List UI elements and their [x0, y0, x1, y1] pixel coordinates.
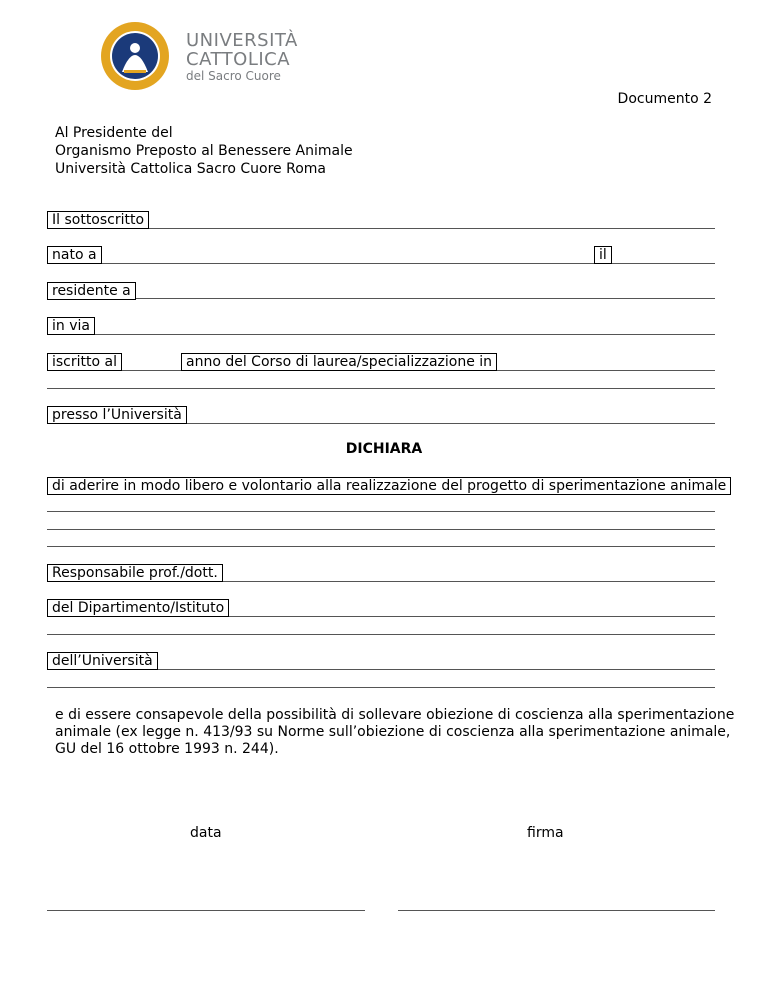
logo-name-line3: del Sacro Cuore: [186, 69, 281, 83]
label-presso-universita: presso l’Università: [47, 406, 187, 424]
label-anno-corso: anno del Corso di laurea/specializzazione in: [181, 353, 497, 371]
field-line-nato-a: [47, 263, 715, 264]
logo-name-line1: UNIVERSITÀ: [186, 30, 298, 51]
label-nato-a: nato a: [47, 246, 102, 264]
field-line-universita-continuation: [47, 687, 715, 688]
label-residente-a: residente a: [47, 282, 136, 300]
statement-line-3: GU del 16 ottobre 1993 n. 244).: [55, 741, 279, 757]
field-line-progetto-2: [47, 529, 715, 530]
recipient-line-3: Università Cattolica Sacro Cuore Roma: [55, 161, 327, 177]
label-sottoscritto: Il sottoscritto: [47, 211, 149, 229]
label-in-via: in via: [47, 317, 95, 335]
label-iscritto-al: iscritto al: [47, 353, 122, 371]
university-seal-icon: [98, 20, 172, 92]
field-line-dipartimento-continuation: [47, 634, 715, 635]
field-line-progetto-3: [47, 546, 715, 547]
label-aderire: di aderire in modo libero e volontario alla realizzazione del progetto di sperimentazione animale: [47, 477, 731, 495]
signature-line: [398, 910, 715, 911]
dichiara-heading: DICHIARA: [345, 441, 423, 457]
label-dipartimento: del Dipartimento/Istituto: [47, 599, 229, 617]
statement-line-2: animale (ex legge n. 413/93 su Norme sull’obiezione di coscienza alla sperimentazione animale,: [55, 724, 731, 740]
label-responsabile: Responsabile prof./dott.: [47, 564, 223, 582]
recipient-line-1: Al Presidente del: [55, 125, 173, 141]
label-universita: dell’Università: [47, 652, 158, 670]
date-label: data: [190, 825, 222, 841]
recipient-line-2: Organismo Preposto al Benessere Animale: [55, 143, 353, 159]
field-line-corso-continuation: [47, 388, 715, 389]
label-il: il: [594, 246, 612, 264]
field-line-in-via: [47, 334, 715, 335]
document-number: Documento 2: [617, 91, 712, 107]
field-line-progetto-1: [47, 511, 715, 512]
statement-line-1: e di essere consapevole della possibilità di sollevare obiezione di coscienza alla sperimentazione: [55, 707, 735, 723]
date-line: [47, 910, 365, 911]
logo-name-line2: CATTOLICA: [186, 49, 291, 70]
university-logo: [98, 20, 298, 92]
field-line-residente: [47, 298, 715, 299]
signature-label: firma: [527, 825, 564, 841]
